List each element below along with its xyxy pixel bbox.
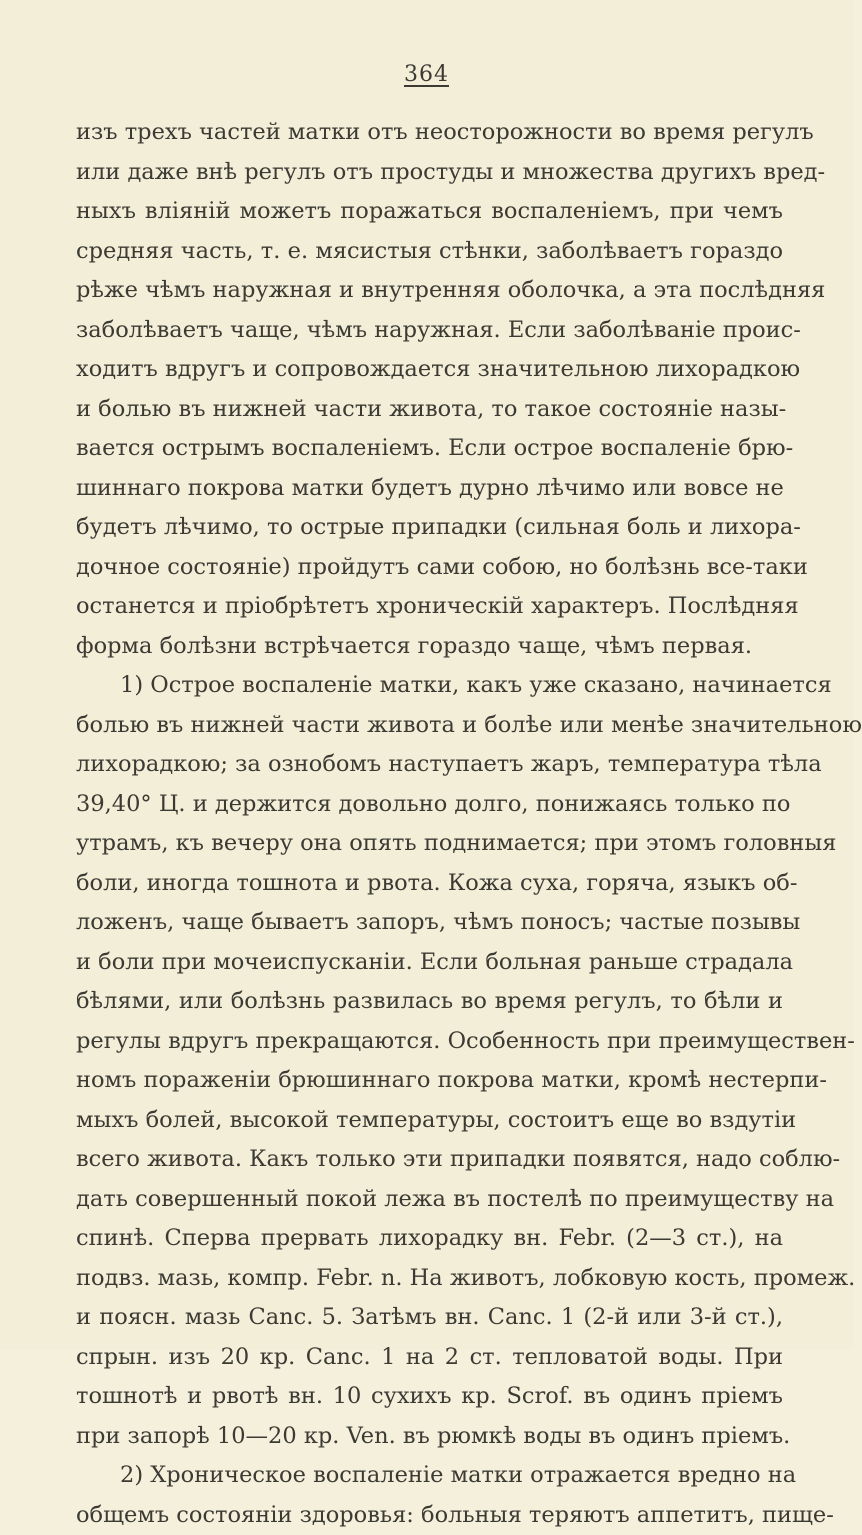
text-line: боли, иногда тошнота и рвота. Кожа суха, горяча, языкъ об-: [76, 864, 783, 904]
text-line: спинѣ. Сперва прервать лихорадку вн. Febr. (2—3 ст.), на: [76, 1219, 783, 1259]
text-line: бѣлями, или болѣзнь развилась во время регулъ, то бѣли и: [76, 982, 783, 1022]
text-line: дочное состояніе) пройдутъ сами собою, но болѣзнь все-таки: [76, 548, 783, 588]
text-line: изъ трехъ частей матки отъ неосторожности во время регулъ: [76, 113, 783, 153]
text-line: лихорадкою; за ознобомъ наступаетъ жаръ, температура тѣла: [76, 745, 783, 785]
text-line: спрын. изъ 20 кр. Canc. 1 на 2 ст. тепловатой воды. При: [76, 1338, 783, 1378]
text-line: шиннаго покрова матки будетъ дурно лѣчимо или вовсе не: [76, 469, 783, 509]
text-line: рѣже чѣмъ наружная и внутренняя оболочка, а эта послѣдняя: [76, 271, 783, 311]
text-line: ныхъ вліяній можетъ поражаться воспаленіемъ, при чемъ: [76, 192, 783, 232]
text-line: номъ пораженіи брюшиннаго покрова матки, кромѣ нестерпи-: [76, 1061, 783, 1101]
text-line: и болью въ нижней части живота, то такое состояніе назы-: [76, 390, 783, 430]
text-line: и боли при мочеиспусканіи. Если больная раньше страдала: [76, 943, 783, 983]
text-line: 1) Острое воспаленіе матки, какъ уже сказано, начинается: [76, 666, 783, 706]
text-line: 2) Хроническое воспаленіе матки отражается вредно на: [76, 1456, 783, 1496]
text-line: останется и пріобрѣтетъ хроническій характеръ. Послѣдняя: [76, 587, 783, 627]
text-line: мыхъ болей, высокой температуры, состоитъ еще во вздутіи: [76, 1101, 783, 1141]
text-line: вается острымъ воспаленіемъ. Если острое воспаленіе брю-: [76, 429, 783, 469]
body-text: [76, 113, 783, 1535]
text-line: средняя часть, т. е. мясистыя стѣнки, заболѣваетъ гораздо: [76, 232, 783, 272]
text-line: ложенъ, чаще бываетъ запоръ, чѣмъ поносъ; частые позывы: [76, 903, 783, 943]
text-line: заболѣваетъ чаще, чѣмъ наружная. Если заболѣваніе проис-: [76, 311, 783, 351]
text-line: болью въ нижней части живота и болѣе или менѣе значительною: [76, 706, 783, 746]
text-line: ходитъ вдругъ и сопровождается значительною лихорадкою: [76, 350, 783, 390]
text-line: будетъ лѣчимо, то острые припадки (сильная боль и лихора-: [76, 508, 783, 548]
text-line: тошнотѣ и рвотѣ вн. 10 сухихъ кр. Scrof. въ одинъ пріемъ: [76, 1377, 783, 1417]
text-line: утрамъ, къ вечеру она опять поднимается; при этомъ головныя: [76, 824, 783, 864]
text-line: 39,40° Ц. и держится довольно долго, понижаясь только по: [76, 785, 783, 825]
text-line: дать совершенный покой лежа въ постелѣ по преимуществу на: [76, 1180, 783, 1220]
text-line: форма болѣзни встрѣчается гораздо чаще, чѣмъ первая.: [76, 627, 783, 667]
page-number: 364: [0, 62, 853, 87]
text-line: при запорѣ 10—20 кр. Ven. въ рюмкѣ воды въ одинъ пріемъ.: [76, 1417, 783, 1457]
text-line: или даже внѣ регулъ отъ простуды и множества другихъ вред-: [76, 153, 783, 193]
text-line: всего живота. Какъ только эти припадки появятся, надо соблю-: [76, 1140, 783, 1180]
text-line: регулы вдругъ прекращаются. Особенность при преимуществен-: [76, 1022, 783, 1062]
text-line: общемъ состояніи здоровья: больныя теряютъ аппетитъ, пище-: [76, 1496, 783, 1535]
text-line: и поясн. мазь Canc. 5. Затѣмъ вн. Canc. 1 (2-й или 3-й ст.),: [76, 1298, 783, 1338]
text-line: подвз. мазь, компр. Febr. n. На животъ, лобковую кость, промеж.: [76, 1259, 783, 1299]
